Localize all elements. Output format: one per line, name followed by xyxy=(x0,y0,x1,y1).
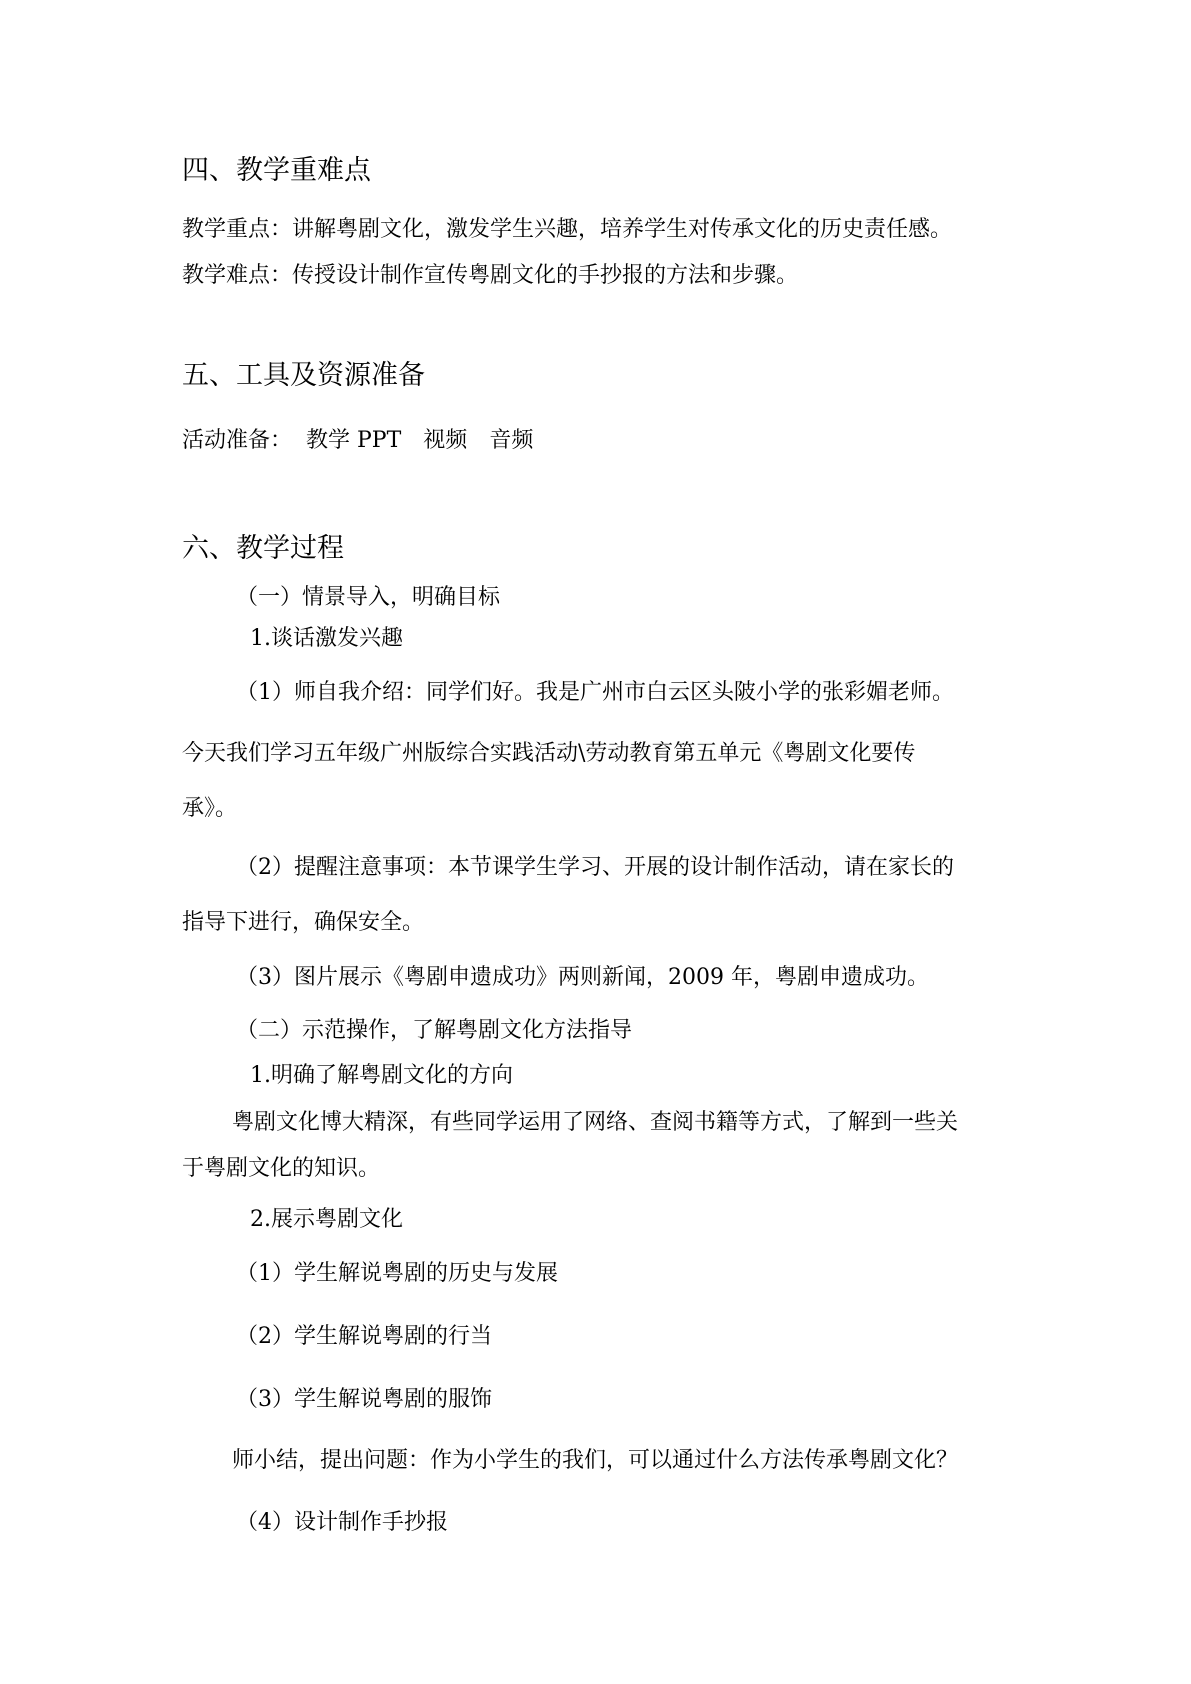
part1-p1-line1: （1）师自我介绍：同学们好。我是广州市白云区头陂小学的张彩媚老师。 xyxy=(236,680,954,705)
activity-prep xyxy=(182,430,533,452)
section-5-heading: 五、工具及资源准备 xyxy=(182,360,425,391)
part1-p1-line3: 承》。 xyxy=(182,796,238,821)
part1-p2-line2: 指导下进行，确保安全。 xyxy=(182,910,425,935)
part2-para1-line2: 于粤剧文化的知识。 xyxy=(182,1156,381,1181)
prep-item-audio: 音频 xyxy=(489,428,534,453)
part1-p1-line2: 今天我们学习五年级广州版综合实践活动\劳动教育第五单元《粤剧文化要传 xyxy=(182,741,916,766)
part2-item1: （1）学生解说粤剧的历史与发展 xyxy=(236,1261,558,1286)
part1-p3: （3）图片展示《粤剧申遗成功》两则新闻，2009 年，粤剧申遗成功。 xyxy=(236,965,929,990)
part2-sub2: 2.展示粤剧文化 xyxy=(250,1207,403,1232)
part2-item4: （4）设计制作手抄报 xyxy=(236,1510,448,1535)
prep-item-video: 视频 xyxy=(423,428,468,453)
part1-p2-line1: （2）提醒注意事项：本节课学生学习、开展的设计制作活动，请在家长的 xyxy=(236,855,954,880)
part2-item2: （2）学生解说粤剧的行当 xyxy=(236,1324,492,1349)
teaching-focus: 教学重点：讲解粤剧文化，激发学生兴趣，培养学生对传承文化的历史责任感。 xyxy=(182,217,953,242)
activity-prep-label: 活动准备： xyxy=(182,428,293,453)
section-6-heading: 六、教学过程 xyxy=(182,533,344,564)
teaching-difficulty: 教学难点：传授设计制作宣传粤剧文化的手抄报的方法和步骤。 xyxy=(182,263,799,288)
part2-title: （二）示范操作，了解粤剧文化方法指导 xyxy=(236,1018,633,1043)
part2-summary: 师小结，提出问题：作为小学生的我们，可以通过什么方法传承粤剧文化？ xyxy=(232,1448,959,1473)
part2-sub1: 1.明确了解粤剧文化的方向 xyxy=(250,1063,513,1088)
section-4-heading: 四、教学重难点 xyxy=(182,155,371,186)
prep-item-ppt: 教学 PPT xyxy=(306,428,402,453)
part2-para1-line1: 粤剧文化博大精深，有些同学运用了网络、查阅书籍等方式，了解到一些关 xyxy=(232,1110,959,1135)
part1-title: （一）情景导入，明确目标 xyxy=(236,585,501,610)
part2-item3: （3）学生解说粤剧的服饰 xyxy=(236,1387,492,1412)
part1-sub1: 1.谈话激发兴趣 xyxy=(250,626,403,651)
